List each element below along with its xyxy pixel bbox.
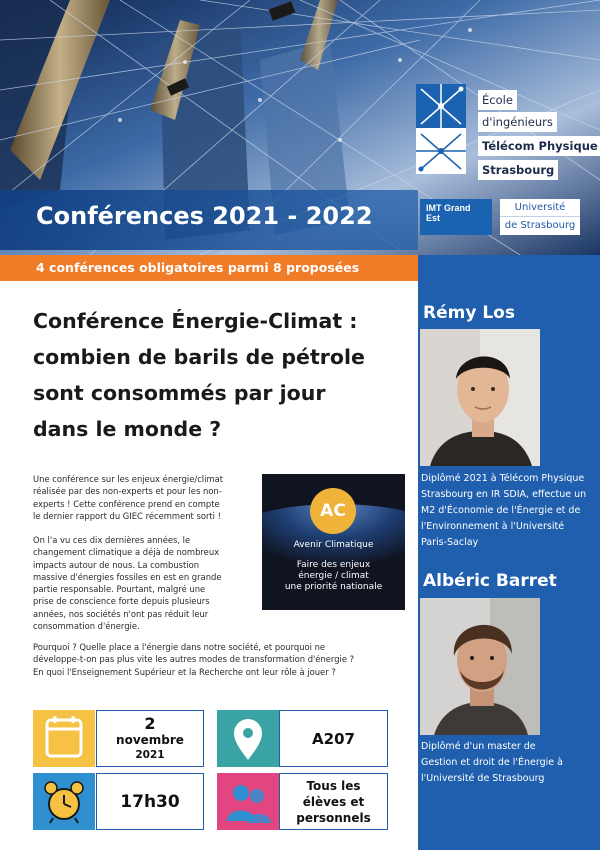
- question-line: En quoi l'Enseignement Supérieur et la Recherche ont leur rôle à jouer ?: [33, 666, 336, 677]
- alarm-clock-icon: [33, 773, 95, 830]
- title-line: sont consommés par jour: [33, 381, 326, 405]
- speaker-1-bio-line: M2 d'Économie de l'Énergie et de: [421, 505, 581, 516]
- context-line: partie responsable. Pourtant, malgré une: [33, 584, 206, 595]
- intro-line: réalisée par des non-experts et pour les non-: [33, 486, 222, 497]
- logo-line-3: Télécom Physique: [478, 136, 600, 156]
- intro-line: le dernier rapport du GIEC récemment sorti !: [33, 510, 222, 521]
- speaker-2-bio-line: Diplômé d'un master de: [421, 741, 536, 752]
- calendar-icon: [33, 710, 95, 767]
- speaker-1-bio: [421, 471, 595, 551]
- avenir-climatique-logo: [262, 474, 405, 610]
- audience-line-2: élèves et: [302, 794, 365, 809]
- tagline-line: une priorité nationale: [284, 582, 383, 592]
- context-line: consommation d'énergie.: [33, 621, 140, 632]
- questions-paragraph: [33, 641, 413, 678]
- speaker-2-bio-line: Gestion et droit de l'Énergie à: [421, 757, 563, 768]
- unistra-line-1: Université: [500, 202, 580, 217]
- speaker-2-bio-line: l'Université de Strasbourg: [421, 773, 545, 784]
- logo-mark-icon: [416, 84, 478, 176]
- context-line: prise de conscience forte depuis plusieurs: [33, 596, 210, 607]
- unistra-line-2: de Strasbourg: [504, 220, 576, 231]
- date-box: [96, 710, 204, 767]
- question-line: développe-t-on pas plus vite les autres modes de transformation d'énergie ?: [33, 654, 355, 665]
- logo-line-4: Strasbourg: [478, 160, 558, 180]
- mandatory-conferences-banner: 4 conférences obligatoires parmi 8 proposées: [0, 255, 418, 281]
- room-box: A207: [279, 710, 388, 767]
- partner-tagline: [270, 560, 397, 593]
- date-year: 2021: [135, 749, 165, 761]
- time-box: 17h30: [96, 773, 204, 830]
- conference-series-title: Conférences 2021 - 2022: [36, 202, 373, 230]
- context-paragraph: [33, 534, 253, 632]
- speaker-1-bio-line: Strasbourg en IR SDIA, effectue un: [421, 489, 587, 500]
- ac-initials-badge: AC: [310, 488, 356, 534]
- date-day: 2: [144, 714, 156, 733]
- title-line: Conférence Énergie-Climat :: [33, 309, 358, 333]
- intro-line: experts ! Cette conférence prend en compte: [33, 498, 220, 509]
- intro-paragraph: [33, 473, 253, 522]
- context-line: changement climatique a déjà de nombreux: [33, 547, 220, 558]
- telecom-physique-logo: [416, 84, 598, 184]
- audience-line-1: Tous les: [306, 778, 361, 793]
- speaker-1-bio-line: Paris-Saclay: [421, 537, 479, 548]
- context-line: massive d'énergies fossiles en est en grande: [33, 571, 222, 582]
- intro-line: Une conférence sur les enjeux énergie/climat: [33, 474, 224, 484]
- audience-box: [279, 773, 388, 830]
- date-month: novembre: [116, 733, 184, 747]
- logo-line-2: d'ingénieurs: [478, 112, 557, 132]
- logo-line-1: École: [478, 90, 517, 110]
- speaker-2-photo: [420, 598, 540, 735]
- speaker-1-bio-line: Diplômé 2021 à Télécom Physique: [421, 473, 585, 484]
- context-line: impacts autour de nous. La combustion: [33, 559, 200, 570]
- speaker-2-name: Albéric Barret: [423, 571, 557, 591]
- context-line: On l'a vu ces dix dernières années, le: [33, 535, 191, 545]
- conference-title: [33, 303, 413, 447]
- title-line: dans le monde ?: [33, 417, 222, 441]
- speaker-2-bio: [421, 739, 595, 787]
- title-line: combien de barils de pétrole: [33, 345, 365, 369]
- speaker-1-name: Rémy Los: [423, 303, 515, 323]
- imt-grand-est-logo: IMT Grand Est: [420, 199, 492, 235]
- header-banner: [0, 0, 600, 255]
- universite-strasbourg-logo: [500, 199, 580, 235]
- audience-line-3: personnels: [296, 810, 371, 825]
- location-pin-icon: [217, 710, 279, 767]
- context-line: années, nos sociétés n'ont pas réduit leur: [33, 608, 209, 619]
- partner-name: Avenir Climatique: [293, 540, 374, 550]
- tagline-line: énergie / climat: [298, 571, 369, 581]
- speaker-1-photo: [420, 329, 540, 466]
- people-icon: [217, 773, 279, 830]
- tagline-line: Faire des enjeux: [296, 560, 371, 570]
- speaker-1-bio-line: l'Environnement à l'Université: [421, 521, 565, 532]
- question-line: Pourquoi ? Quelle place a l'énergie dans notre société, et pourquoi ne: [33, 642, 326, 652]
